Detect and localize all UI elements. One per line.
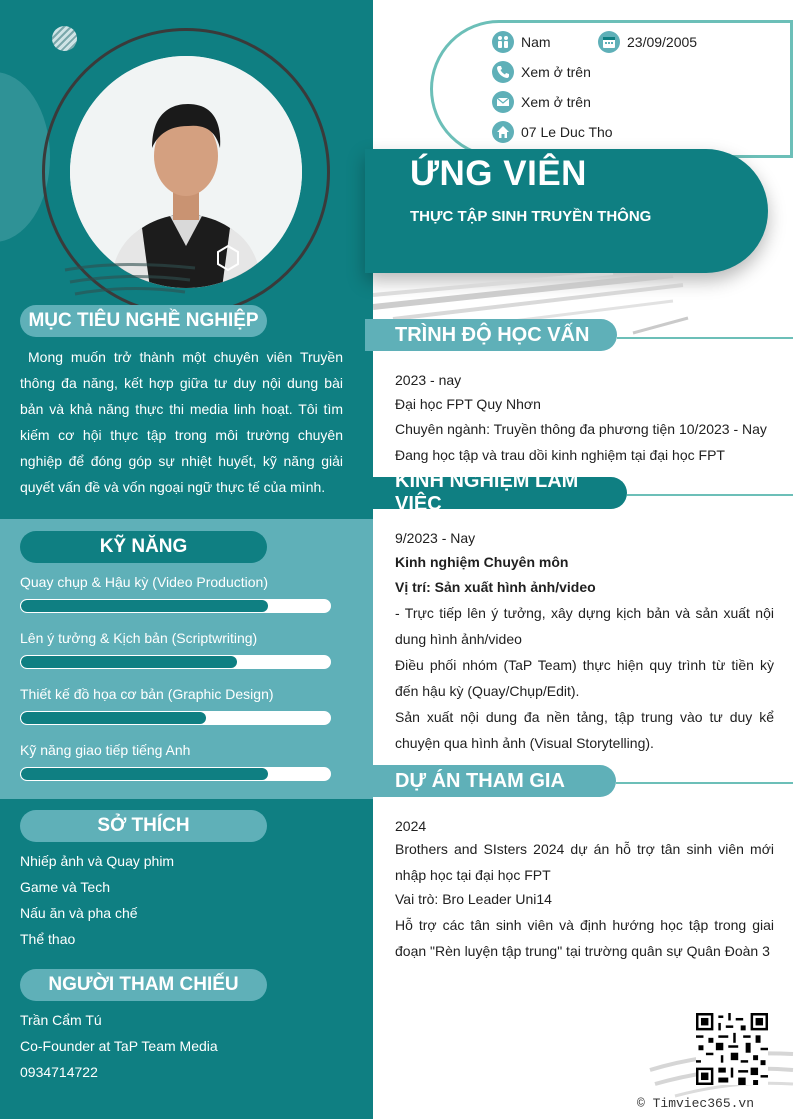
experience-desc: - Trực tiếp lên ý tưởng, xây dựng kịch bản và sản xuất nội dung hình ảnh/video (395, 605, 774, 647)
skill-label: Kỹ năng giao tiếp tiếng Anh (20, 742, 191, 758)
skill-bar-fill (21, 656, 237, 668)
skill-label: Quay chụp & Hậu kỳ (Video Production) (20, 574, 268, 590)
skill-bar (20, 655, 331, 669)
references-title: NGƯỜI THAM CHIẾU (20, 969, 267, 1001)
hobby-item: Thể thao (20, 931, 76, 947)
skill-bar-fill (21, 712, 206, 724)
projects-title: DỰ ÁN THAM GIA (365, 765, 616, 797)
address-value: 07 Le Duc Tho (521, 124, 613, 140)
skill-bar-fill (21, 600, 268, 612)
gender-value: Nam (521, 34, 551, 50)
left-column (0, 0, 373, 1119)
objective-text: Mong muốn trở thành một chuyên viên Truyền thông đa năng, kết hợp giữa tư duy nội dung bài bản và khả năng thực thi media linh hoạt. Tôi tìm kiếm cơ hội thực tập trong môi trường chuyên nghiệp để đóng góp sự nhiệt huyết, kỹ năng giải quyết vấn đề và vốn ngoại ngữ thực tế của mình. (20, 349, 343, 495)
phone-value: Xem ở trên (521, 64, 591, 80)
experience-heading: Kinh nghiệm Chuyên môn (395, 554, 569, 570)
projects-divider (616, 782, 793, 784)
reference-phone: 0934714722 (20, 1064, 98, 1080)
candidate-name: ỨNG VIÊN (410, 154, 587, 193)
education-divider (617, 337, 793, 339)
skill-bar (20, 599, 331, 613)
gender-icon (492, 31, 514, 53)
skill-bar (20, 711, 331, 725)
education-school: Đại học FPT Quy Nhơn (395, 396, 541, 412)
skill-bar-fill (21, 768, 268, 780)
hobbies-title: SỞ THÍCH (20, 810, 267, 842)
candidate-role: THỰC TẬP SINH TRUYỀN THÔNG (410, 208, 652, 225)
experience-divider (627, 494, 793, 496)
experience-title: KINH NGHIỆM LÀM VIỆC (365, 477, 627, 509)
education-title: TRÌNH ĐỘ HỌC VẤN (365, 319, 617, 351)
reference-position: Co-Founder at TaP Team Media (20, 1038, 218, 1054)
education-major: Chuyên ngành: Truyền thông đa phương tiện 10/2023 - Nay (395, 421, 767, 437)
birthdate-value: 23/09/2005 (627, 34, 698, 50)
hobby-item: Game và Tech (20, 879, 111, 895)
experience-desc: Điều phối nhóm (TaP Team) thực hiện quy trình từ tiền kỳ đến hậu kỳ (Quay/Chụp/Edit). (395, 657, 774, 699)
skill-label: Lên ý tưởng & Kịch bản (Scriptwriting) (20, 630, 258, 646)
email-value: Xem ở trên (521, 94, 591, 110)
skill-bar (20, 767, 331, 781)
contact-birthdate (598, 31, 697, 53)
home-icon (492, 121, 514, 143)
hobby-item: Nhiếp ảnh và Quay phim (20, 853, 175, 869)
education-period: 2023 - nay (395, 372, 462, 388)
phone-icon (492, 61, 514, 83)
experience-position: Vị trí: Sản xuất hình ảnh/video (395, 579, 596, 595)
contact-email (492, 91, 591, 113)
contact-gender (492, 31, 551, 53)
footer-brand: © Timviec365.vn (637, 1096, 755, 1111)
qr-code-icon (696, 1013, 768, 1085)
experience-period: 9/2023 - Nay (395, 530, 476, 546)
hobby-item: Nấu ăn và pha chế (20, 905, 138, 921)
contact-phone (492, 61, 591, 83)
decorative-strokes (60, 250, 200, 310)
reference-name: Trần Cẩm Tú (20, 1012, 102, 1028)
objective-title: MỤC TIÊU NGHỀ NGHIỆP (20, 305, 267, 337)
contact-address (492, 121, 613, 143)
project-name: Brothers and SIsters 2024 dự án hỗ trợ tân sinh viên mới nhập học tại đại học FPT (395, 841, 774, 883)
calendar-icon (598, 31, 620, 53)
education-note: Đang học tập và trau dồi kinh nghiệm tại đại học FPT (395, 447, 725, 463)
project-role: Vai trò: Bro Leader Uni14 (395, 891, 552, 907)
decorative-dot (52, 26, 77, 51)
email-icon (492, 91, 514, 113)
skills-title: KỸ NĂNG (20, 531, 267, 563)
project-desc: Hỗ trợ các tân sinh viên và định hướng học tập trong giai đoạn "Rèn luyện tập trung" tại trường quân sự Quân Đoàn 3 (395, 917, 774, 959)
skill-label: Thiết kế đồ họa cơ bản (Graphic Design) (20, 686, 274, 702)
project-year: 2024 (395, 818, 427, 834)
experience-desc: Sản xuất nội dung đa nền tảng, tập trung vào tư duy kể chuyện qua hình ảnh (Visual Storytelling). (395, 709, 774, 751)
